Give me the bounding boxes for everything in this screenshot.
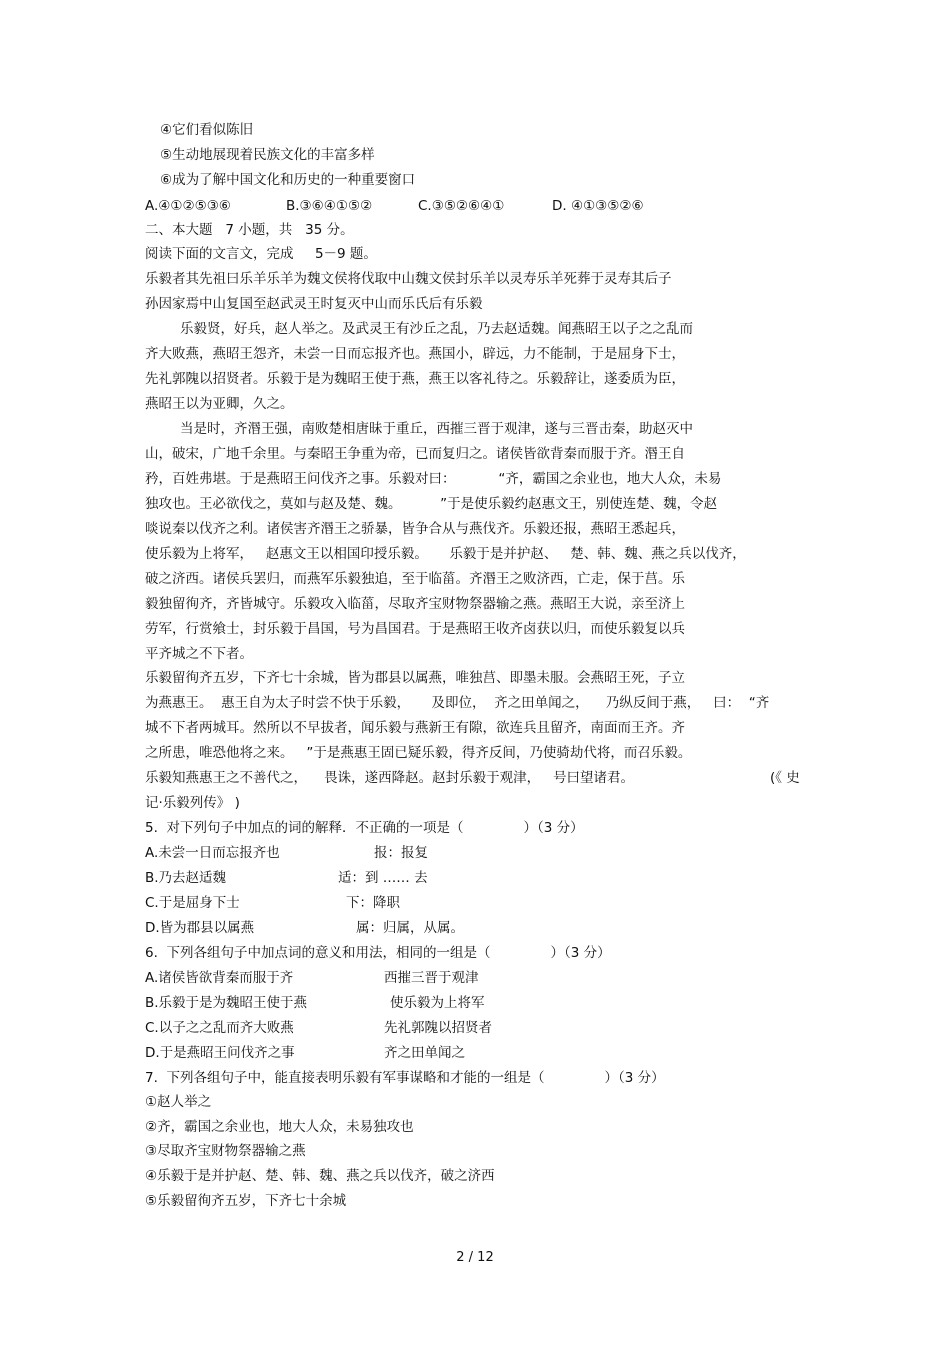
q5-option-b-gloss: 适：到 …… 去 [338, 870, 428, 886]
passage-line: 毅独留徇齐，齐皆城守。乐毅攻入临菑，尽取齐宝财物祭器输之燕。燕昭王大说，亲至济上 [145, 596, 685, 612]
passage-line: 乐毅留徇齐五岁，下齐七十余城，皆为郡县以属燕，唯独莒、即墨未服。会燕昭王死，子立 [145, 670, 685, 686]
q6-option-d: D.于是燕昭王问伐齐之事 [145, 1045, 295, 1061]
q5-option-d-gloss: 属：归属，从属。 [356, 920, 464, 936]
q7-item: ③尽取齐宝财物祭器输之燕 [145, 1143, 306, 1159]
section-title: 二、本大题 7 小题，共 35 分。 [145, 222, 354, 238]
option-item: ⑤生动地展现着民族文化的丰富多样 [160, 147, 375, 163]
q5-option-a: A.未尝一日而忘报齐也 [145, 845, 280, 861]
q7-item: ①赵人举之 [145, 1094, 212, 1110]
passage-line: 为燕惠王。 惠王自为太子时尝不快于乐毅， 及即位， 齐之田单闻之， 乃纵反间于燕， 曰： “齐 [145, 695, 770, 711]
passage-line: 破之济西。诸侯兵罢归，而燕军乐毅独追，至于临菑。齐湣王之败济西，亡走，保于莒。乐 [145, 571, 685, 587]
answer-option-d: D. ④①③⑤②⑥ [552, 198, 644, 214]
q7-item: ④乐毅于是并护赵、楚、韩、魏、燕之兵以伐齐，破之济西 [145, 1168, 495, 1184]
q7-item: ②齐，霸国之余业也，地大人众，未易独攻也 [145, 1119, 414, 1135]
q6-option-b-pair: 使乐毅为上将军 [390, 995, 485, 1011]
instruction: 阅读下面的文言文，完成 5－9 题。 [145, 246, 377, 262]
option-item: ⑥成为了解中国文化和历史的一种重要窗口 [160, 172, 416, 188]
q5-option-c: C.于是屈身下士 [145, 895, 240, 911]
passage-line: 独攻也。王必欲伐之，莫如与赵及楚、魏。 ”于是使乐毅约赵惠文王，别使连楚、魏，令赵 [145, 496, 718, 512]
answer-option-c: C.③⑤②⑥④① [418, 198, 505, 214]
question-5-stem: 5. 对下列句子中加点的词的解释．不正确的一项是（ ）（3 分） [145, 820, 584, 836]
q6-option-b: B.乐毅于是为魏昭王使于燕 [145, 995, 308, 1011]
passage-line: 乐毅贤，好兵，赵人举之。及武灵王有沙丘之乱，乃去赵适魏。闻燕昭王以子之之乱而 [180, 321, 693, 337]
intro-line: 孙因家焉中山复国至赵武灵王时复灭中山而乐氏后有乐毅 [145, 296, 483, 312]
passage-line: 先礼郭隗以招贤者。乐毅于是为魏昭王使于燕，燕王以客礼待之。乐毅辞让，遂委质为臣， [145, 371, 685, 387]
source-citation: (《 史 [770, 770, 800, 786]
answer-option-b: B.③⑥④①⑤② [286, 198, 373, 214]
q6-option-c-pair: 先礼郭隗以招贤者 [384, 1020, 492, 1036]
q5-option-b: B.乃去赵适魏 [145, 870, 227, 886]
question-7-stem: 7. 下列各组句子中，能直接表明乐毅有军事谋略和才能的一组是（ ）（3 分） [145, 1070, 665, 1086]
passage-line: 啖说秦以伐齐之利。诸侯害齐湣王之骄暴，皆争合从与燕伐齐。乐毅还报，燕昭王悉起兵， [145, 521, 685, 537]
passage-line: 山，破宋，广地千余里。与秦昭王争重为帝，已而复归之。诸侯皆欲背秦而服于齐。湣王自 [145, 446, 685, 462]
option-item: ④它们看似陈旧 [160, 122, 254, 138]
passage-line: 劳军，行赏飨士，封乐毅于昌国，号为昌国君。于是燕昭王收齐卤获以归，而使乐毅复以兵 [145, 621, 685, 637]
intro-line: 乐毅者其先祖曰乐羊乐羊为魏文侯将伐取中山魏文侯封乐羊以灵寿乐羊死葬于灵寿其后子 [145, 271, 672, 287]
page-number: 2 / 12 [456, 1250, 494, 1265]
passage-line: 乐毅知燕惠王之不善代之， 畏诛，遂西降赵。赵封乐毅于观津， 号曰望诸君。 [145, 770, 635, 786]
passage-line: 矜，百姓弗堪。于是燕昭王问伐齐之事。乐毅对曰： “齐，霸国之余业也，地大人众，未易 [145, 471, 722, 487]
passage-line: 平齐城之不下者。 [145, 646, 253, 662]
answer-option-a: A.④①②⑤③⑥ [145, 198, 231, 214]
q7-item: ⑤乐毅留徇齐五岁，下齐七十余城 [145, 1193, 347, 1209]
q6-option-a: A.诸侯皆欲背秦而服于齐 [145, 970, 294, 986]
passage-line: 齐大败燕，燕昭王怨齐，未尝一日而忘报齐也。燕国小，辟远，力不能制，于是屈身下士， [145, 346, 685, 362]
question-6-stem: 6. 下列各组句子中加点词的意义和用法，相同的一组是（ ）（3 分） [145, 945, 611, 961]
q5-option-a-gloss: 报：报复 [374, 845, 428, 861]
passage-line: 使乐毅为上将军， 赵惠文王以相国印授乐毅。 乐毅于是并护赵、 楚、韩、魏、燕之兵以伐齐， [145, 546, 746, 562]
q6-option-a-pair: 西摧三晋于观津 [384, 970, 479, 986]
q5-option-d: D.皆为郡县以属燕 [145, 920, 255, 936]
q6-option-c: C.以子之之乱而齐大败燕 [145, 1020, 294, 1036]
passage-line: 之所患，唯恐他将之来。 ”于是燕惠王固已疑乐毅，得齐反间，乃使骑劫代将，而召乐毅。 [145, 745, 692, 761]
source-citation: 记·乐毅列传》 ) [145, 795, 240, 811]
passage-line: 城不下者两城耳。然所以不早拔者，闻乐毅与燕新王有隙，欲连兵且留齐，南面而王齐。齐 [145, 720, 685, 736]
passage-line: 当是时，齐湣王强，南败楚相唐昧于重丘，西摧三晋于观津，遂与三晋击秦，助赵灭中 [180, 421, 693, 437]
q6-option-d-pair: 齐之田单闻之 [384, 1045, 465, 1061]
q5-option-c-gloss: 下：降职 [346, 895, 400, 911]
passage-line: 燕昭王以为亚卿，久之。 [145, 396, 294, 412]
